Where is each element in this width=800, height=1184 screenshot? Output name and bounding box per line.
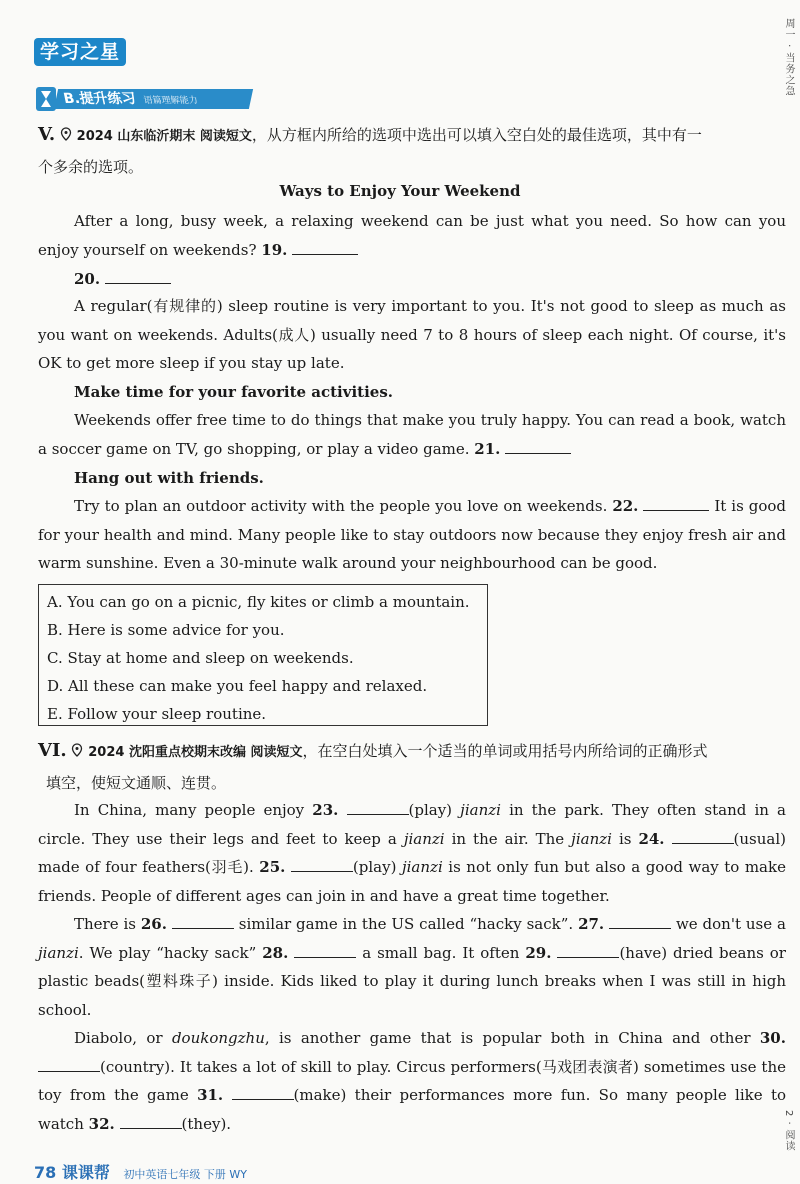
blank-23-label: 23. [312, 801, 339, 819]
blank-26[interactable] [172, 914, 234, 929]
question-instruction-cont: 填空，使短文通顺、连贯。 [46, 774, 227, 792]
blank-28[interactable] [294, 943, 356, 958]
question-number: VI [38, 740, 61, 761]
question-source: 2024 山东临沂期末 阅读短文 [76, 129, 252, 144]
blank-25[interactable] [291, 857, 353, 872]
blank-21-label: 21. [474, 439, 501, 458]
blank-22-label: 22. [612, 497, 639, 515]
page-number: 78 [34, 1163, 57, 1182]
blank-32[interactable] [120, 1114, 182, 1129]
blank-20[interactable] [105, 269, 171, 284]
paragraph-2-lead [38, 265, 786, 294]
blank-21[interactable] [505, 439, 571, 454]
option-b[interactable]: B. Here is some advice for you. [47, 621, 285, 639]
blank-24-label: 24. [638, 829, 665, 848]
paragraph-3: Weekends offer free time to do things that make you truly happy. You can read a book, watch a soccer game on TV, go shopping, or play a video game. 21. [38, 411, 786, 458]
paragraph-4: Try to plan an outdoor activity with the people you love on weekends. 22. It is good for your health and mind. Many people like to stay outdoors now because they enjoy fresh air and warm sunshine. Even a 30-minute walk around your neighbourhood can be good. [38, 497, 786, 573]
question-6-header: VI. 2024 沈阳重点校期末改编 阅读短文，在空白处填入一个适当的单词或用括号内所给词的正确形式 填空，使短文通顺、连贯。 [38, 740, 708, 792]
section-sub: 语篇理解能力 [142, 96, 199, 106]
options-box [38, 584, 488, 726]
passage-title: Ways to Enjoy Your Weekend [279, 182, 521, 200]
brand-logo: 学习之星 [34, 38, 126, 66]
blank-31[interactable] [232, 1085, 294, 1100]
blank-20-label: 20. [74, 270, 101, 288]
option-d[interactable]: D. All these can make you feel happy and relaxed. [47, 677, 428, 695]
footer-book: 初中英语七年级 下册 WY [123, 1168, 248, 1181]
question-instruction: ，在空白处填入一个适当的单词或用括号内所给词的正确形式 [302, 742, 708, 760]
question-source: 2024 沈阳重点校期末改编 阅读短文 [88, 745, 303, 760]
blank-30[interactable] [38, 1057, 100, 1072]
location-pin-icon [71, 743, 83, 757]
question-instruction-cont: 个多余的选项。 [38, 158, 144, 176]
blank-29[interactable] [557, 943, 619, 958]
side-label-bottom: 2 · 阅读 [783, 1110, 794, 1152]
section-label: B.提升练习 [62, 91, 138, 107]
blank-24[interactable] [672, 829, 734, 844]
section-header [34, 86, 254, 112]
blank-23[interactable] [347, 800, 409, 815]
blank-27-label: 27. [578, 915, 605, 933]
footer-brand: 课课帮 [61, 1163, 110, 1182]
paragraph-6-1: In China, many people enjoy 23. (play) jianzi in the park. They often stand in a circle. They use their legs and feet to keep a jianzi in the air. The jianzi is 24. (usual) made of four feathers(羽毛). 25. (play) jianzi is not only fun but also a good way to make friends. People of different ages can join in and have a great time together. [38, 801, 787, 905]
option-e[interactable]: E. Follow your sleep routine. [47, 705, 267, 723]
location-pin-icon [60, 127, 72, 141]
paragraph-6-2: There is 26. similar game in the US called “hacky sack”. 27. we don't use a jianzi. We play “hacky sack” 28. a small bag. It often 29. (have) dried beans or plastic beads(塑料珠子) inside. Kids liked to play it during lunch breaks when I was still in high school. [38, 915, 786, 1019]
blank-28-label: 28. [262, 943, 289, 962]
subheading-2: Hang out with friends. [74, 469, 264, 487]
blank-26-label: 26. [140, 915, 167, 933]
blank-19-label: 19. [261, 240, 288, 259]
blank-32-label: 32. [88, 1114, 115, 1133]
question-5-header: V. 2024 山东临沂期末 阅读短文，从方框内所给的选项中选出可以填入空白处的最佳选项，其中有一 个多余的选项。 [38, 124, 702, 176]
blank-27[interactable] [609, 914, 671, 929]
blank-29-label: 29. [525, 943, 552, 962]
blank-30-label: 30. [759, 1029, 786, 1047]
blank-19[interactable] [292, 240, 358, 255]
option-c[interactable]: C. Stay at home and sleep on weekends. [47, 649, 354, 667]
question-number: V [38, 124, 49, 145]
page-footer [34, 1160, 247, 1183]
question-instruction: ，从方框内所给的选项中选出可以填入空白处的最佳选项，其中有一 [251, 126, 702, 144]
blank-22[interactable] [643, 496, 709, 511]
paragraph-6-3: Diabolo, or doukongzhu, is another game that is popular both in China and other 30. (country). It takes a lot of skill to play. Circus performers(马戏团表演者) sometimes use the toy from the game 31. (make) their performances more fun. So many people like to watch 32. (they). [38, 1029, 787, 1133]
blank-25-label: 25. [259, 858, 286, 877]
paragraph-1: After a long, busy week, a relaxing weekend can be just what you need. So how can you enjoy yourself on weekends? 19. [38, 212, 786, 259]
option-a[interactable]: A. You can go on a picnic, fly kites or climb a mountain. [47, 593, 470, 611]
paragraph-2: A regular(有规律的) sleep routine is very important to you. It's not good to sleep as much as you want on weekends. Adults(成人) usually need 7 to 8 hours of sleep each night. Of course, it's OK to get more sleep if you stay up late. [38, 297, 786, 373]
side-label-top: 周一 · 当务之急 [783, 18, 794, 97]
subheading-1: Make time for your favorite activities. [74, 383, 393, 401]
blank-31-label: 31. [197, 1086, 224, 1105]
